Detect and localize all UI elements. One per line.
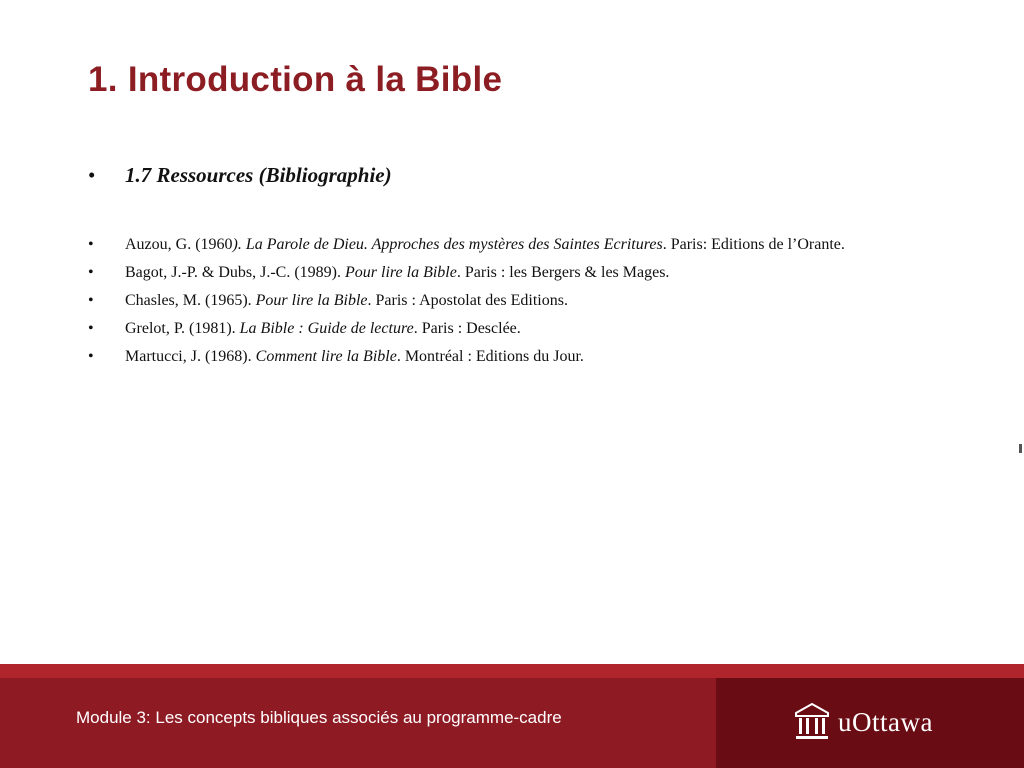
reference-item — [88, 234, 938, 256]
slide-title: 1. Introduction à la Bible — [88, 60, 503, 99]
reference-item — [88, 318, 938, 340]
reference-publisher: . Paris : les Bergers & les Mages. — [456, 264, 670, 281]
bullet: • — [88, 348, 94, 365]
reference-work-title: ). La Parole de Dieu. Approches des mystères des Saintes Ecritures — [232, 236, 663, 253]
university-building-icon — [794, 702, 830, 742]
reference-author: Chasles, M. (1965). — [125, 292, 256, 309]
reference-author: Grelot, P. (1981). — [125, 320, 240, 337]
reference-work-title: Pour lire la Bible — [345, 264, 457, 281]
bullet: • — [88, 163, 96, 187]
reference-work-title: Comment lire la Bible — [255, 348, 397, 365]
reference-item — [88, 290, 938, 312]
reference-author: Auzou, G. (1960 — [125, 236, 233, 253]
reference-publisher: . Montréal : Editions du Jour. — [396, 348, 584, 365]
reference-author: Bagot, J.-P. & Dubs, J.-C. (1989). — [125, 264, 346, 281]
bullet: • — [88, 264, 94, 281]
reference-publisher: . Paris : Desclée. — [413, 320, 521, 337]
uottawa-logo — [794, 702, 933, 742]
reference-work-title: La Bible : Guide de lecture — [239, 320, 414, 337]
bullet: • — [88, 236, 94, 253]
reference-list — [88, 234, 938, 374]
reference-author: Martucci, J. (1968). — [125, 348, 256, 365]
edge-mark — [1019, 444, 1022, 453]
footer-band — [0, 664, 1024, 678]
reference-work-title: Pour lire la Bible — [255, 292, 368, 309]
footer-module-text: Module 3: Les concepts bibliques associés au programme-cadre — [76, 708, 562, 727]
logo-text: uOttawa — [838, 706, 933, 737]
reference-publisher: . Paris : Apostolat des Editions. — [367, 292, 568, 309]
bullet: • — [88, 292, 94, 309]
logo-panel — [716, 678, 1024, 768]
reference-item — [88, 346, 938, 368]
reference-item — [88, 262, 938, 284]
section-heading-text: 1.7 Ressources (Bibliographie) — [125, 163, 392, 187]
reference-publisher: . Paris: Editions de l’Orante. — [662, 236, 845, 253]
footer-bar — [0, 664, 1024, 768]
bullet: • — [88, 320, 94, 337]
